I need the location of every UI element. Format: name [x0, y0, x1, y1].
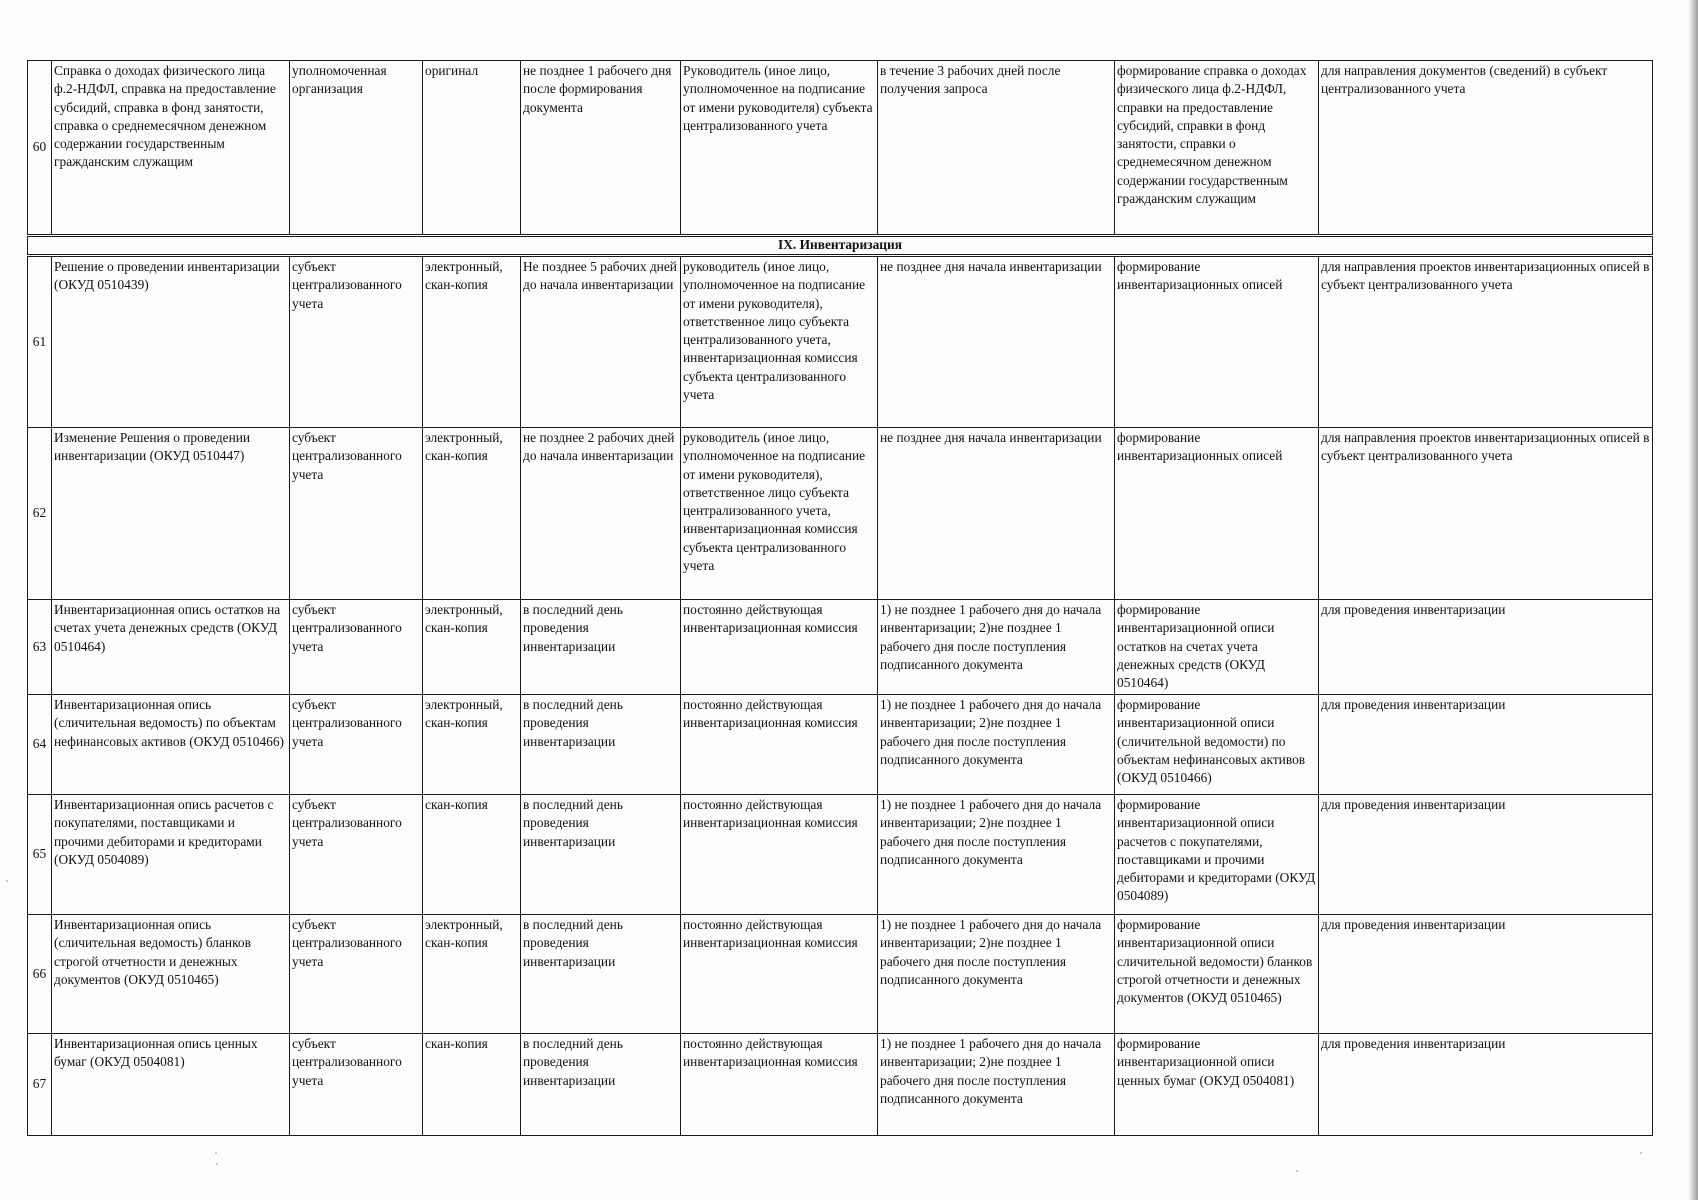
purpose-cell: для проведения инвентаризации — [1319, 1034, 1653, 1136]
table-row — [28, 256, 1653, 428]
compiler-cell: субъект централизованного учета — [290, 1034, 423, 1136]
purpose-cell: для проведения инвентаризации — [1319, 915, 1653, 1034]
deadline-cell: в последний день проведения инвентаризации — [521, 1034, 681, 1136]
row-number: 65 — [28, 795, 52, 915]
deadline-cell: не позднее 2 рабочих дней до начала инвентаризации — [521, 428, 681, 600]
compiler-cell: субъект централизованного учета — [290, 915, 423, 1034]
signer-cell: постоянно действующая инвентаризационная комиссия — [681, 915, 878, 1034]
scan-speck — [6, 880, 8, 882]
term-cell: 1) не позднее 1 рабочего дня до начала инвентаризации; 2)не позднее 1 рабочего дня после поступления подписанного документа — [878, 795, 1115, 915]
row-number: 62 — [28, 428, 52, 600]
term-cell: не позднее дня начала инвентаризации — [878, 428, 1115, 600]
term-cell: в течение 3 рабочих дней после получения запроса — [878, 61, 1115, 236]
form-cell: электронный, скан-копия — [423, 600, 521, 695]
form-cell: электронный, скан-копия — [423, 915, 521, 1034]
compiler-cell: субъект централизованного учета — [290, 428, 423, 600]
deadline-cell: не позднее 1 рабочего дня после формирования документа — [521, 61, 681, 236]
term-cell: 1) не позднее 1 рабочего дня до начала инвентаризации; 2)не позднее 1 рабочего дня после поступления подписанного документа — [878, 695, 1115, 795]
document-name-cell: Справка о доходах физического лица ф.2-НДФЛ, справка на предоставление субсидий, справка в фонд занятости, справка о среднемесячном денежном содержании государственным гражданским служащим — [52, 61, 290, 236]
term-cell: 1) не позднее 1 рабочего дня до начала инвентаризации; 2)не позднее 1 рабочего дня после поступления подписанного документа — [878, 1034, 1115, 1136]
compiler-cell: субъект централизованного учета — [290, 256, 423, 428]
signer-cell: постоянно действующая инвентаризационная комиссия — [681, 695, 878, 795]
action-cell: формирование инвентаризационной описи (сличительной ведомости) по объектам нефинансовых активов (ОКУД 0510466) — [1115, 695, 1319, 795]
form-cell: электронный, скан-копия — [423, 256, 521, 428]
scan-edge-shadow — [1688, 0, 1698, 1200]
purpose-cell: для направления документов (сведений) в субъект централизованного учета — [1319, 61, 1653, 236]
action-cell: формирование инвентаризационных описей — [1115, 428, 1319, 600]
purpose-cell: для проведения инвентаризации — [1319, 600, 1653, 695]
form-cell: скан-копия — [423, 795, 521, 915]
table-row — [28, 695, 1653, 795]
compiler-cell: уполномоченная организация — [290, 61, 423, 236]
document-name-cell: Изменение Решения о проведении инвентаризации (ОКУД 0510447) — [52, 428, 290, 600]
term-cell: не позднее дня начала инвентаризации — [878, 256, 1115, 428]
signer-cell: руководитель (иное лицо, уполномоченное на подписание от имени руководителя), ответственное лицо субъекта централизованного учета, инвентаризационная комиссия субъекта централизованного учета — [681, 256, 878, 428]
action-cell: формирование инвентаризационных описей — [1115, 256, 1319, 428]
row-number: 63 — [28, 600, 52, 695]
compiler-cell: субъект централизованного учета — [290, 695, 423, 795]
term-cell: 1) не позднее 1 рабочего дня до начала инвентаризации; 2)не позднее 1 рабочего дня после поступления подписанного документа — [878, 600, 1115, 695]
section-header-row — [28, 236, 1653, 256]
document-name-cell: Инвентаризационная опись (сличительная ведомость) по объектам нефинансовых активов (ОКУД 0510466) — [52, 695, 290, 795]
table-row — [28, 428, 1653, 600]
form-cell: скан-копия — [423, 1034, 521, 1136]
document-name-cell: Инвентаризационная опись расчетов с покупателями, поставщиками и прочими дебиторами и кредиторами (ОКУД 0504089) — [52, 795, 290, 915]
deadline-cell: в последний день проведения инвентаризации — [521, 695, 681, 795]
documents-table — [27, 60, 1653, 1136]
action-cell: формирование инвентаризационной описи расчетов с покупателями, поставщиками и прочими дебиторами и кредиторами (ОКУД 0504089) — [1115, 795, 1319, 915]
action-cell: формирование инвентаризационной описи остатков на счетах учета денежных средств (ОКУД 0510464) — [1115, 600, 1319, 695]
form-cell: электронный, скан-копия — [423, 695, 521, 795]
form-cell: электронный, скан-копия — [423, 428, 521, 600]
signer-cell: постоянно действующая инвентаризационная комиссия — [681, 795, 878, 915]
row-number: 60 — [28, 61, 52, 236]
purpose-cell: для направления проектов инвентаризационных описей в субъект централизованного учета — [1319, 428, 1653, 600]
signer-cell: постоянно действующая инвентаризационная комиссия — [681, 1034, 878, 1136]
deadline-cell: в последний день проведения инвентаризации — [521, 795, 681, 915]
table-row — [28, 795, 1653, 915]
scan-speck — [1296, 1170, 1298, 1172]
form-cell: оригинал — [423, 61, 521, 236]
signer-cell: руководитель (иное лицо, уполномоченное на подписание от имени руководителя), ответственное лицо субъекта централизованного учета, инвентаризационная комиссия субъекта централизованного учета — [681, 428, 878, 600]
row-number: 61 — [28, 256, 52, 428]
section-title: IX. Инвентаризация — [28, 236, 1653, 256]
document-name-cell: Инвентаризационная опись остатков на счетах учета денежных средств (ОКУД 0510464) — [52, 600, 290, 695]
table-row — [28, 600, 1653, 695]
table-row — [28, 1034, 1653, 1136]
row-number: 66 — [28, 915, 52, 1034]
signer-cell: Руководитель (иное лицо, уполномоченное на подписание от имени руководителя) субъекта централизованного учета — [681, 61, 878, 236]
document-name-cell: Инвентаризационная опись (сличительная ведомость) бланков строгой отчетности и денежных документов (ОКУД 0510465) — [52, 915, 290, 1034]
scan-speck — [216, 1163, 218, 1165]
table-row — [28, 61, 1653, 236]
table-row — [28, 915, 1653, 1034]
compiler-cell: субъект централизованного учета — [290, 795, 423, 915]
deadline-cell: Не позднее 5 рабочих дней до начала инвентаризации — [521, 256, 681, 428]
purpose-cell: для направления проектов инвентаризационных описей в субъект централизованного учета — [1319, 256, 1653, 428]
term-cell: 1) не позднее 1 рабочего дня до начала инвентаризации; 2)не позднее 1 рабочего дня после поступления подписанного документа — [878, 915, 1115, 1034]
row-number: 64 — [28, 695, 52, 795]
deadline-cell: в последний день проведения инвентаризации — [521, 915, 681, 1034]
action-cell: формирование инвентаризационной описи сличительной ведомости) бланков строгой отчетности и денежных документов (ОКУД 0510465) — [1115, 915, 1319, 1034]
scan-speck — [1640, 1152, 1642, 1154]
purpose-cell: для проведения инвентаризации — [1319, 695, 1653, 795]
document-name-cell: Инвентаризационная опись ценных бумаг (ОКУД 0504081) — [52, 1034, 290, 1136]
action-cell: формирование инвентаризационной описи ценных бумаг (ОКУД 0504081) — [1115, 1034, 1319, 1136]
compiler-cell: субъект централизованного учета — [290, 600, 423, 695]
signer-cell: постоянно действующая инвентаризационная комиссия — [681, 600, 878, 695]
document-name-cell: Решение о проведении инвентаризации (ОКУД 0510439) — [52, 256, 290, 428]
purpose-cell: для проведения инвентаризации — [1319, 795, 1653, 915]
row-number: 67 — [28, 1034, 52, 1136]
action-cell: формирование справка о доходах физического лица ф.2-НДФЛ, справки на предоставление субсидий, справки в фонд занятости, справки о среднемесячном денежном содержании государственным гражданским служащим — [1115, 61, 1319, 236]
deadline-cell: в последний день проведения инвентаризации — [521, 600, 681, 695]
scan-speck — [215, 1152, 217, 1154]
